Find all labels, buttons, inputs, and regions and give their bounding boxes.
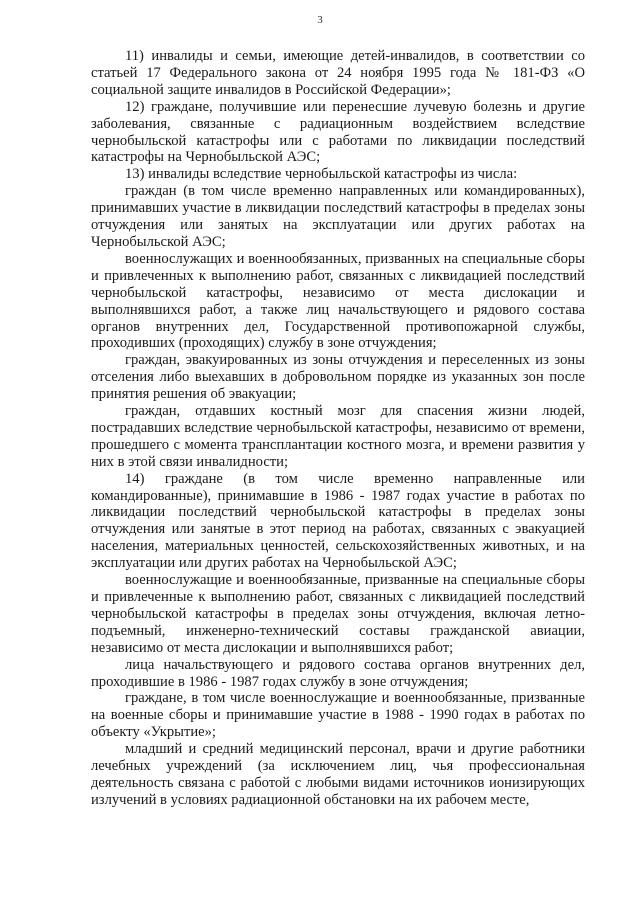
paragraph-item-13: 13) инвалиды вследствие чернобыльской катастрофы из числа:: [125, 166, 518, 183]
paragraph-item-12: 12) граждане, получившие или перенесшие лучевую болезнь и другие заболевания, связанные с радиационным воздействием вследствие чернобыльской катастрофы или с работами по ликвидации последствий катастрофы на Чернобыльской АЭС;: [91, 98, 585, 166]
paragraph-subitem: лица начальствующего и рядового состава органов внутренних дел, проходившие в 1986 - 1987 годах службу в зоне отчуждения;: [91, 656, 585, 690]
paragraph-subitem: граждане, в том числе военнослужащие и военнообязанные, призванные на военные сборы и принимавшие участие в 1988 - 1990 годах в работах по объекту «Укрытие»;: [91, 690, 585, 741]
document-body: [91, 48, 585, 809]
paragraph-item-14: 14) граждане (в том числе временно направленные или командированные), принимавшие в 1986 - 1987 годах участие в работах по ликвидации последствий чернобыльской катастрофы в пределах зоны отчуждения или занятые в этот период на работах, связанных с эвакуацией населения, материальных ценностей, сельскохозяйственных животных, и на эксплуатации или других работах на Чернобыльской АЭС;: [91, 470, 585, 572]
paragraph-subitem: граждан (в том числе временно направленных или командированных), принимавших участие в ликвидации последствий катастрофы в пределах зоны отчуждения или занятых на эксплуатации или других работах на Чернобыльской АЭС;: [91, 183, 585, 250]
paragraph-subitem: военнослужащие и военнообязанные, призванные на специальные сборы и привлеченные к выполнению работ, связанных с ликвидацией последствий чернобыльской катастрофы в пределах зоны отчуждения, включая летно-подъемный, инженерно-технический составы гражданской авиации, независимо от места дислокации и выполнявшихся работ;: [91, 572, 585, 656]
page-number: 3: [317, 14, 323, 26]
paragraph-subitem: военнослужащих и военнообязанных, призванных на специальные сборы и привлеченных к выполнению работ, связанных с ликвидацией последствий чернобыльской катастрофы, независимо от места дислокации и выполнявшихся работ, а также лиц начальствующего и рядового состава органов внутренних дел, Государственной противопожарной службы, проходивших (проходящих) службу в зоне отчуждения;: [91, 250, 585, 352]
paragraph-subitem: младший и средний медицинский персонал, врачи и другие работники лечебных учреждений (за исключением лиц, чья профессиональная деятельность связана с работой с любыми видами источников ионизирующих излучений в условиях радиационной обстановки на их рабочем месте,: [91, 741, 585, 808]
paragraph-subitem: граждан, эвакуированных из зоны отчуждения и переселенных из зоны отселения либо выехавших в добровольном порядке из указанных зон после принятия решения об эвакуации;: [91, 352, 585, 403]
paragraph-item-11: 11) инвалиды и семьи, имеющие детей-инвалидов, в соответствии со статьей 17 Федерального закона от 24 ноября 1995 года № 181-ФЗ «О социальной защите инвалидов в Российской Федерации»;: [91, 48, 585, 98]
paragraph-subitem: граждан, отдавших костный мозг для спасения жизни людей, пострадавших вследствие чернобыльской катастрофы, независимо от времени, прошедшего с момента трансплантации костного мозга, и времени развития у них в этой связи инвалидности;: [91, 403, 585, 470]
